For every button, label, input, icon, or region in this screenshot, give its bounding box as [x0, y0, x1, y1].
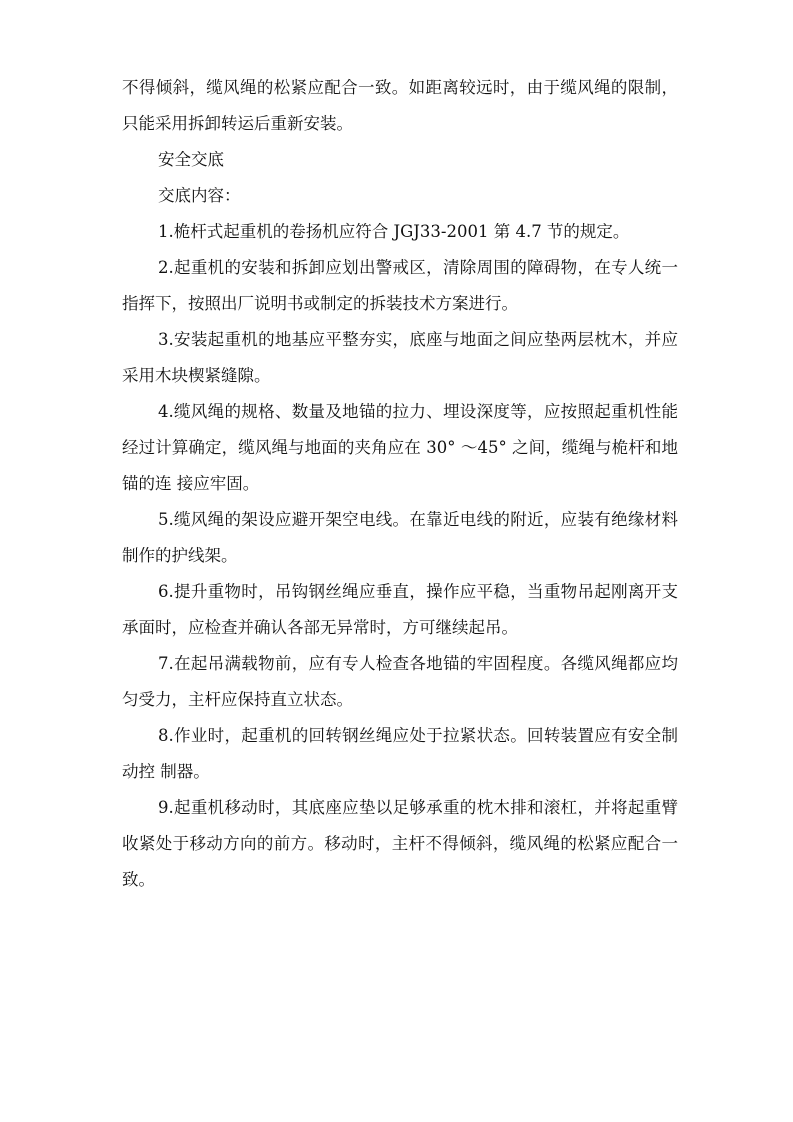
- list-item-1: 1.桅杆式起重机的卷扬机应符合 JGJ33-2001 第 4.7 节的规定。: [158, 222, 630, 241]
- list-item-7: 7.在起吊满载物前，应有专人检查各地锚的牢固程度。各缆风绳都应均匀受力，主杆应保持直立状态。: [122, 654, 678, 709]
- section-subtitle: 交底内容：: [158, 186, 241, 205]
- list-item-3: 3.安装起重机的地基应平整夯实，底座与地面之间应垫两层枕木，并应采用木块楔紧缝隙。: [122, 330, 678, 385]
- list-item-4: 4.缆风绳的规格、数量及地锚的拉力、埋设深度等，应按照起重机性能经过计算确定，缆风绳与地面的夹角应在 30° ～45° 之间，缆绳与桅杆和地锚的连 接应牢固。: [122, 402, 678, 493]
- opening-paragraph: 不得倾斜，缆风绳的松紧应配合一致。如距离较远时，由于缆风绳的限制，只能采用拆卸转运后重新安装。: [122, 78, 678, 133]
- list-item-8: 8.作业时，起重机的回转钢丝绳应处于拉紧状态。回转装置应有安全制动控 制器。: [122, 726, 678, 781]
- list-item-2: 2.起重机的安装和拆卸应划出警戒区，清除周围的障碍物，在专人统一指挥下，按照出厂说明书或制定的拆装技术方案进行。: [122, 258, 678, 313]
- section-title: 安全交底: [158, 150, 224, 169]
- list-item-5: 5.缆风绳的架设应避开架空电线。在靠近电线的附近，应装有绝缘材料制作的护线架。: [122, 510, 678, 565]
- list-item-6: 6.提升重物时，吊钩钢丝绳应垂直，操作应平稳，当重物吊起刚离开支承面时，应检查并确认各部无异常时，方可继续起吊。: [122, 582, 678, 637]
- list-item-9: 9.起重机移动时，其底座应垫以足够承重的枕木排和滚杠，并将起重臂收紧处于移动方向的前方。移动时，主杆不得倾斜，缆风绳的松紧应配合一致。: [122, 798, 678, 889]
- document-body: [122, 70, 678, 898]
